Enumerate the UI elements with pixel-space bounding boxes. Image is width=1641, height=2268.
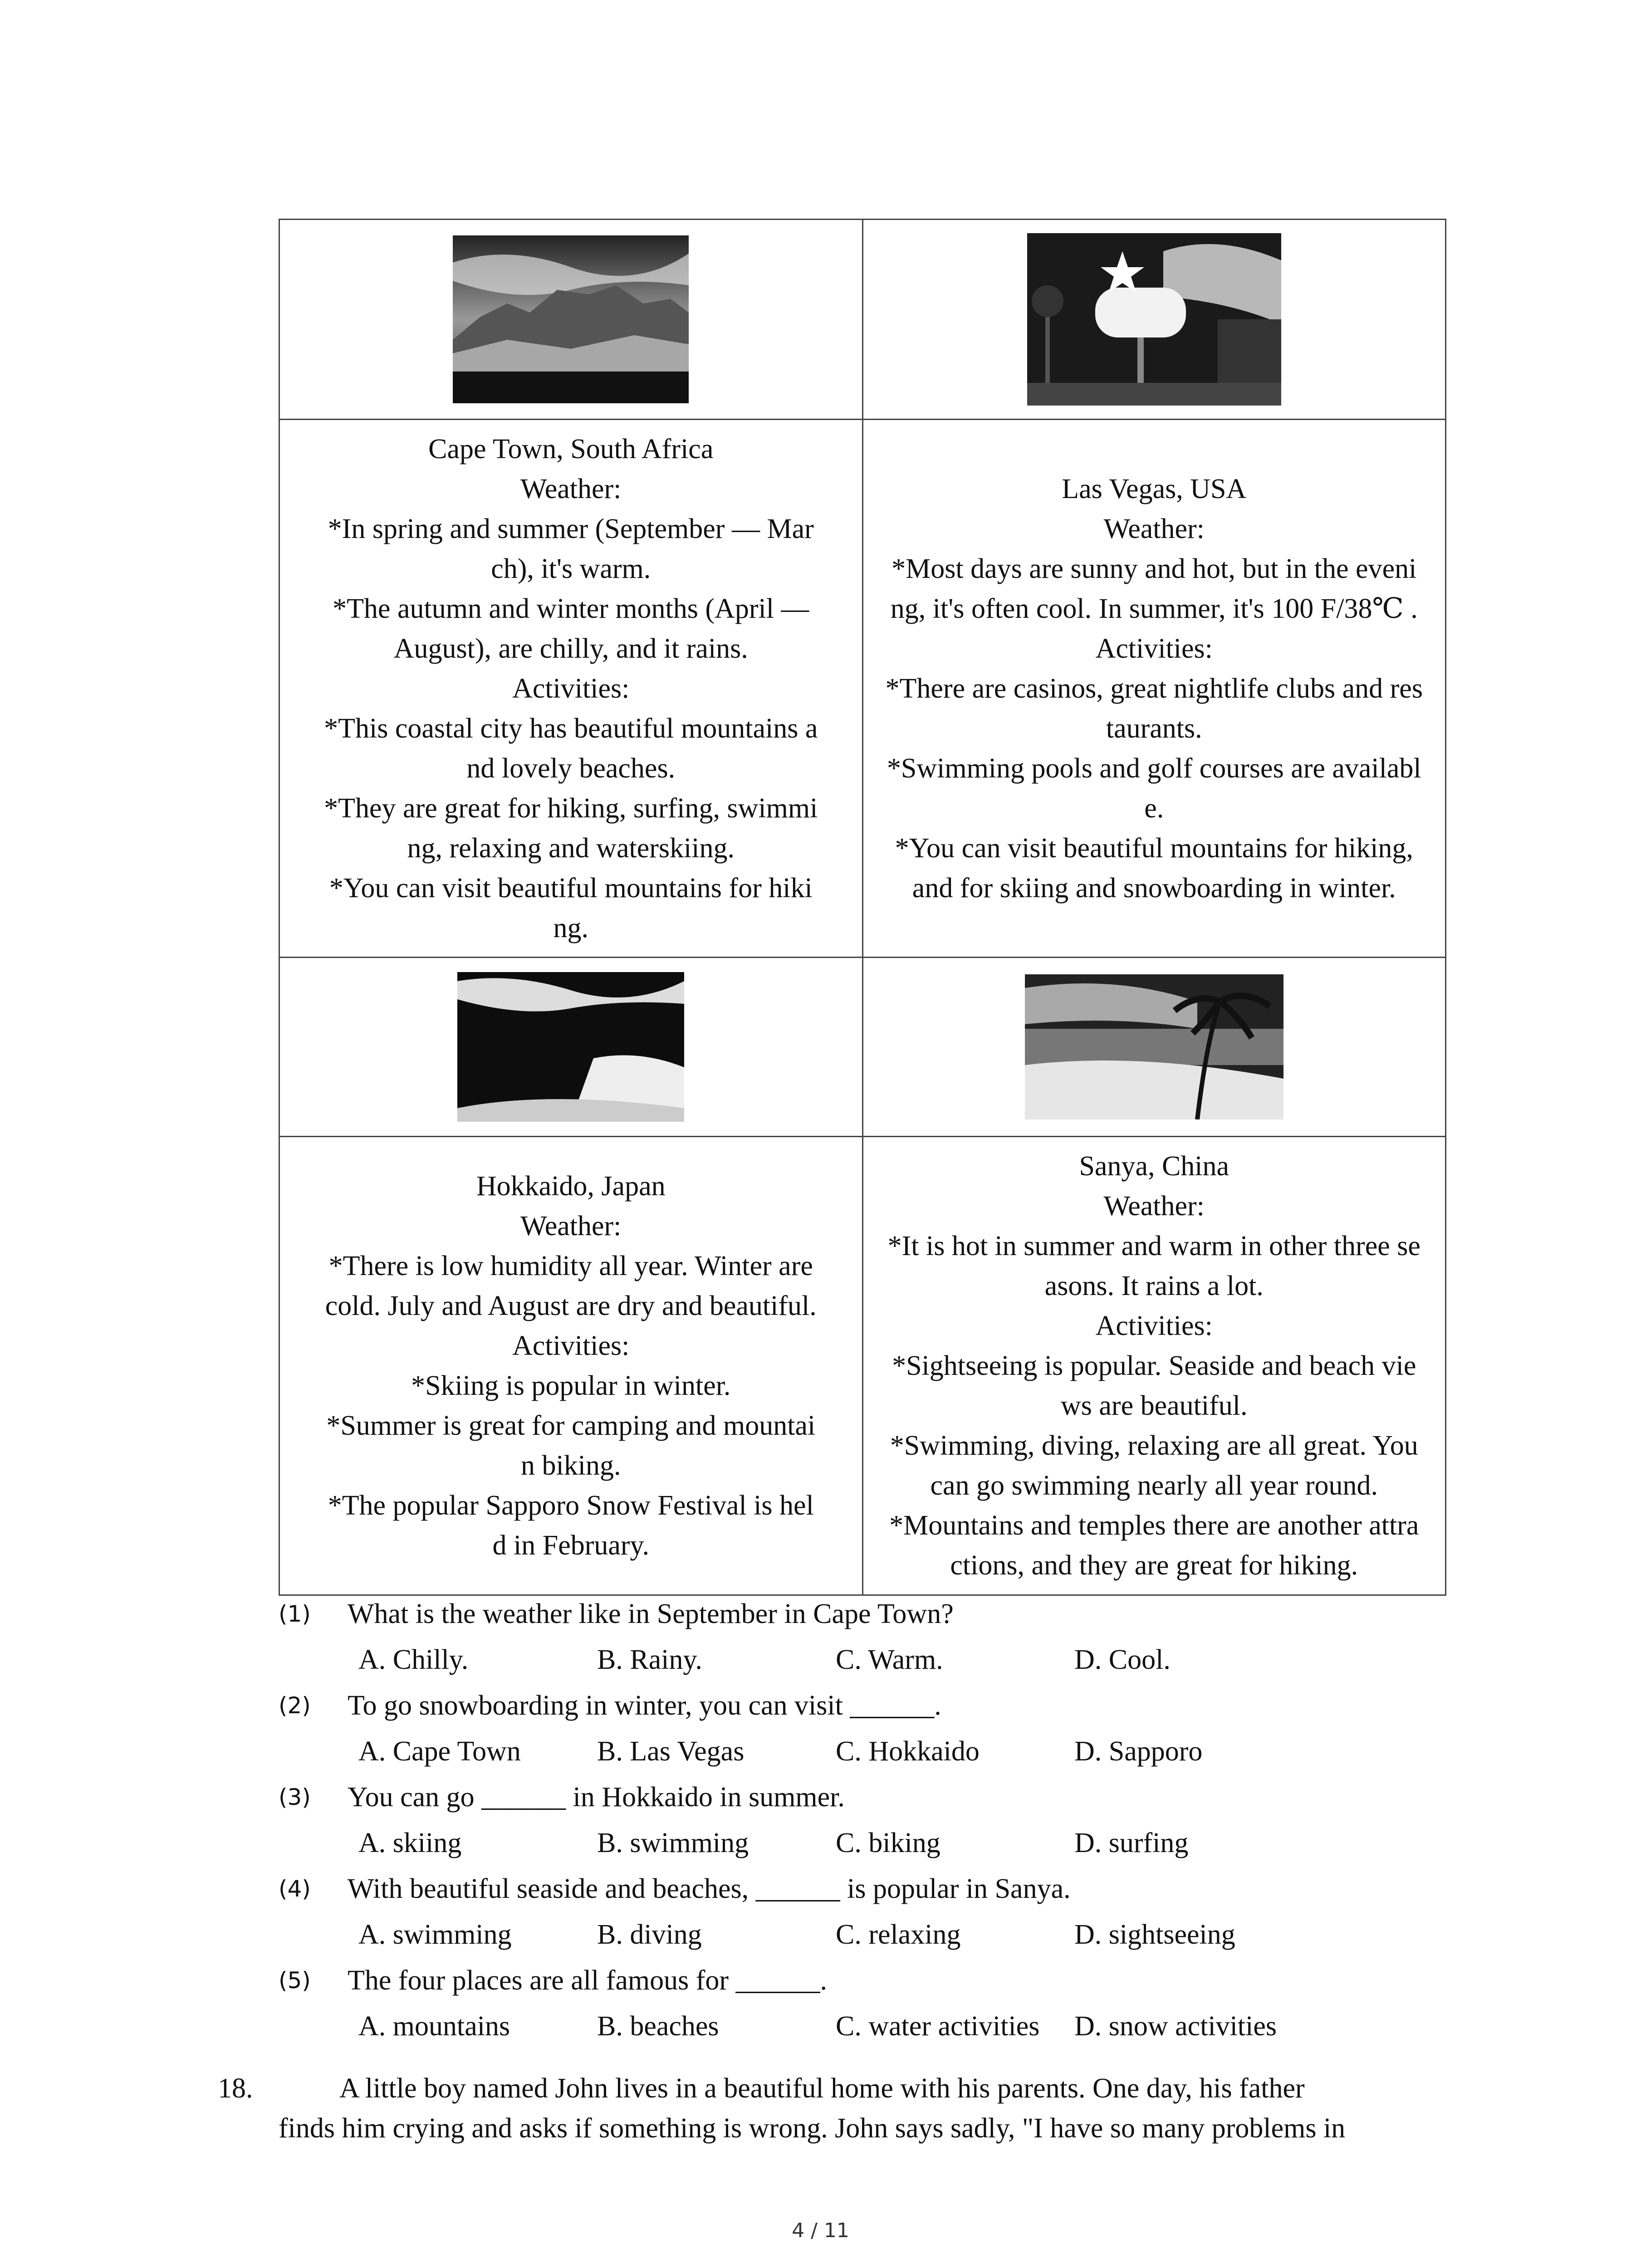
option-c[interactable]: C. relaxing bbox=[836, 1919, 961, 1950]
question-1 bbox=[279, 1591, 1504, 1683]
hokkaido-info-cell bbox=[279, 1137, 863, 1595]
hokkaido-info-line: *The popular Sapporo Snow Festival is hel bbox=[328, 1490, 814, 1521]
sanya-info-cell bbox=[862, 1137, 1446, 1595]
sanya-info-line: *Swimming, diving, relaxing are all great. You bbox=[890, 1430, 1418, 1461]
question-text: With beautiful seaside and beaches, ______ is popular in Sanya. bbox=[348, 1873, 1071, 1904]
las-vegas-info-line: Activities: bbox=[1095, 633, 1213, 664]
las-vegas-sign-photo bbox=[1027, 233, 1281, 406]
option-c[interactable]: C. Warm. bbox=[836, 1644, 943, 1675]
option-d[interactable]: D. surfing bbox=[1074, 1828, 1189, 1858]
cape-town-info-line: nd lovely beaches. bbox=[466, 753, 676, 784]
question-number: (1) bbox=[279, 1601, 311, 1627]
answer-options bbox=[358, 1637, 1447, 1682]
tropical-beach-photo bbox=[1025, 974, 1283, 1119]
hokkaido-info-line: Hokkaido, Japan bbox=[476, 1171, 666, 1202]
sanya-info-line: ctions, and they are great for hiking. bbox=[950, 1550, 1358, 1581]
option-a[interactable]: A. mountains bbox=[358, 2011, 510, 2042]
las-vegas-info-line: Weather: bbox=[1103, 513, 1205, 544]
answer-options bbox=[358, 1729, 1447, 1774]
option-c[interactable]: C. biking bbox=[836, 1828, 941, 1858]
hokkaido-info-line: *Summer is great for camping and mountai bbox=[326, 1410, 816, 1441]
hokkaido-info-line: *Skiing is popular in winter. bbox=[411, 1370, 731, 1401]
question-number: (3) bbox=[279, 1784, 311, 1810]
las-vegas-info-line: ng, it's often cool. In summer, it's 100 F/38℃ . bbox=[890, 593, 1418, 624]
las-vegas-info-line: *Swimming pools and golf courses are availabl bbox=[887, 753, 1421, 784]
mountain-landscape-photo bbox=[453, 235, 689, 403]
las-vegas-info-line: *There are casinos, great nightlife clubs and res bbox=[885, 673, 1423, 704]
hokkaido-info-line: Weather: bbox=[520, 1211, 622, 1242]
cape-town-info-line: *This coastal city has beautiful mountains a bbox=[324, 713, 818, 744]
cape-town-info-line: ng. bbox=[553, 912, 588, 943]
passage-line: finds him crying and asks if something is wrong. John says sadly, "I have so many problems in bbox=[279, 2113, 1346, 2144]
option-a[interactable]: A. Cape Town bbox=[358, 1736, 521, 1767]
hokkaido-info-line: cold. July and August are dry and beautiful. bbox=[325, 1290, 817, 1321]
question-5 bbox=[279, 1958, 1504, 2049]
question-text: The four places are all famous for ______. bbox=[348, 1965, 828, 1996]
option-a[interactable]: A. skiing bbox=[358, 1828, 462, 1858]
cape-town-image-cell bbox=[279, 220, 863, 420]
cape-town-info-line: ch), it's warm. bbox=[491, 553, 651, 584]
cape-town-info-line: *You can visit beautiful mountains for hiki bbox=[329, 872, 813, 904]
sanya-info-line: Sanya, China bbox=[1079, 1151, 1230, 1182]
question-text: What is the weather like in September in Cape Town? bbox=[348, 1598, 954, 1629]
sanya-info-line: Activities: bbox=[1095, 1310, 1213, 1341]
snowy-landscape-photo bbox=[457, 972, 684, 1122]
option-b[interactable]: B. diving bbox=[597, 1919, 702, 1950]
question-list bbox=[279, 1591, 1504, 2049]
option-d[interactable]: D. sightseeing bbox=[1074, 1919, 1235, 1950]
page-number: 4 / 11 bbox=[792, 2219, 849, 2242]
las-vegas-info-line: *Most days are sunny and hot, but in the eveni bbox=[892, 553, 1417, 584]
question-number: (4) bbox=[279, 1876, 311, 1902]
question-number: (5) bbox=[279, 1967, 311, 1994]
hokkaido-image-cell bbox=[279, 958, 863, 1137]
cape-town-info-line: *They are great for hiking, surfing, swimmi bbox=[324, 792, 818, 824]
cape-town-info-line: August), are chilly, and it rains. bbox=[393, 633, 748, 664]
option-d[interactable]: D. snow activities bbox=[1074, 2011, 1277, 2042]
las-vegas-info-line: *You can visit beautiful mountains for hiking, bbox=[895, 832, 1413, 864]
cape-town-info-line: ng, relaxing and waterskiing. bbox=[407, 832, 735, 864]
destinations-table bbox=[279, 219, 1446, 1596]
cape-town-info-line: *The autumn and winter months (April — bbox=[333, 593, 809, 624]
hokkaido-info-line: d in February. bbox=[492, 1530, 649, 1561]
sanya-info-line: ws are beautiful. bbox=[1061, 1390, 1248, 1421]
hokkaido-info-line: *There is low humidity all year. Winter are bbox=[328, 1251, 813, 1281]
las-vegas-info-line: e. bbox=[1144, 792, 1164, 824]
option-b[interactable]: B. Rainy. bbox=[597, 1644, 702, 1675]
option-d[interactable]: D. Sapporo bbox=[1074, 1736, 1203, 1767]
sanya-info-line: *Mountains and temples there are another attra bbox=[889, 1510, 1419, 1541]
question-4 bbox=[279, 1866, 1504, 1958]
option-b[interactable]: B. beaches bbox=[597, 2011, 719, 2042]
question-text: You can go ______ in Hokkaido in summer. bbox=[348, 1782, 845, 1813]
sanya-image-cell bbox=[862, 958, 1446, 1137]
answer-options bbox=[358, 1820, 1447, 1866]
sanya-info-line: *It is hot in summer and warm in other three se bbox=[887, 1231, 1421, 1261]
sanya-info-line: Weather: bbox=[1103, 1191, 1205, 1222]
option-b[interactable]: B. Las Vegas bbox=[597, 1736, 745, 1767]
hokkaido-info-line: n biking. bbox=[521, 1450, 621, 1481]
cape-town-info-line: Cape Town, South Africa bbox=[428, 433, 714, 464]
answer-options bbox=[358, 2004, 1447, 2049]
las-vegas-info-line: Las Vegas, USA bbox=[1062, 473, 1247, 504]
option-c[interactable]: C. water activities bbox=[836, 2011, 1040, 2042]
sanya-info-line: can go swimming nearly all year round. bbox=[930, 1470, 1378, 1501]
question-3 bbox=[279, 1774, 1504, 1866]
cape-town-info-line: Activities: bbox=[512, 673, 630, 704]
question-number: (2) bbox=[279, 1692, 311, 1719]
passage-line: A little boy named John lives in a beautiful home with his parents. One day, his father bbox=[339, 2073, 1305, 2104]
option-c[interactable]: C. Hokkaido bbox=[836, 1736, 980, 1767]
option-a[interactable]: A. swimming bbox=[358, 1919, 512, 1950]
option-b[interactable]: B. swimming bbox=[597, 1828, 749, 1858]
question-text: To go snowboarding in winter, you can visit ______. bbox=[348, 1690, 941, 1721]
cape-town-info-line: Weather: bbox=[520, 473, 622, 504]
option-d[interactable]: D. Cool. bbox=[1074, 1644, 1171, 1675]
las-vegas-info-line: and for skiing and snowboarding in winter. bbox=[912, 872, 1396, 904]
option-a[interactable]: A. Chilly. bbox=[358, 1644, 469, 1675]
passage-number: 18. bbox=[218, 2073, 253, 2104]
las-vegas-info-line: taurants. bbox=[1106, 713, 1202, 744]
sanya-info-line: *Sightseeing is popular. Seaside and beach vie bbox=[892, 1350, 1416, 1381]
cape-town-info-line: *In spring and summer (September — Mar bbox=[328, 513, 814, 544]
las-vegas-image-cell bbox=[862, 220, 1446, 420]
hokkaido-info-line: Activities: bbox=[512, 1330, 630, 1361]
cape-town-info-cell bbox=[279, 420, 863, 958]
answer-options bbox=[358, 1912, 1447, 1957]
question-2 bbox=[279, 1683, 1504, 1774]
sanya-info-line: asons. It rains a lot. bbox=[1044, 1271, 1264, 1301]
las-vegas-info-cell bbox=[862, 420, 1446, 958]
